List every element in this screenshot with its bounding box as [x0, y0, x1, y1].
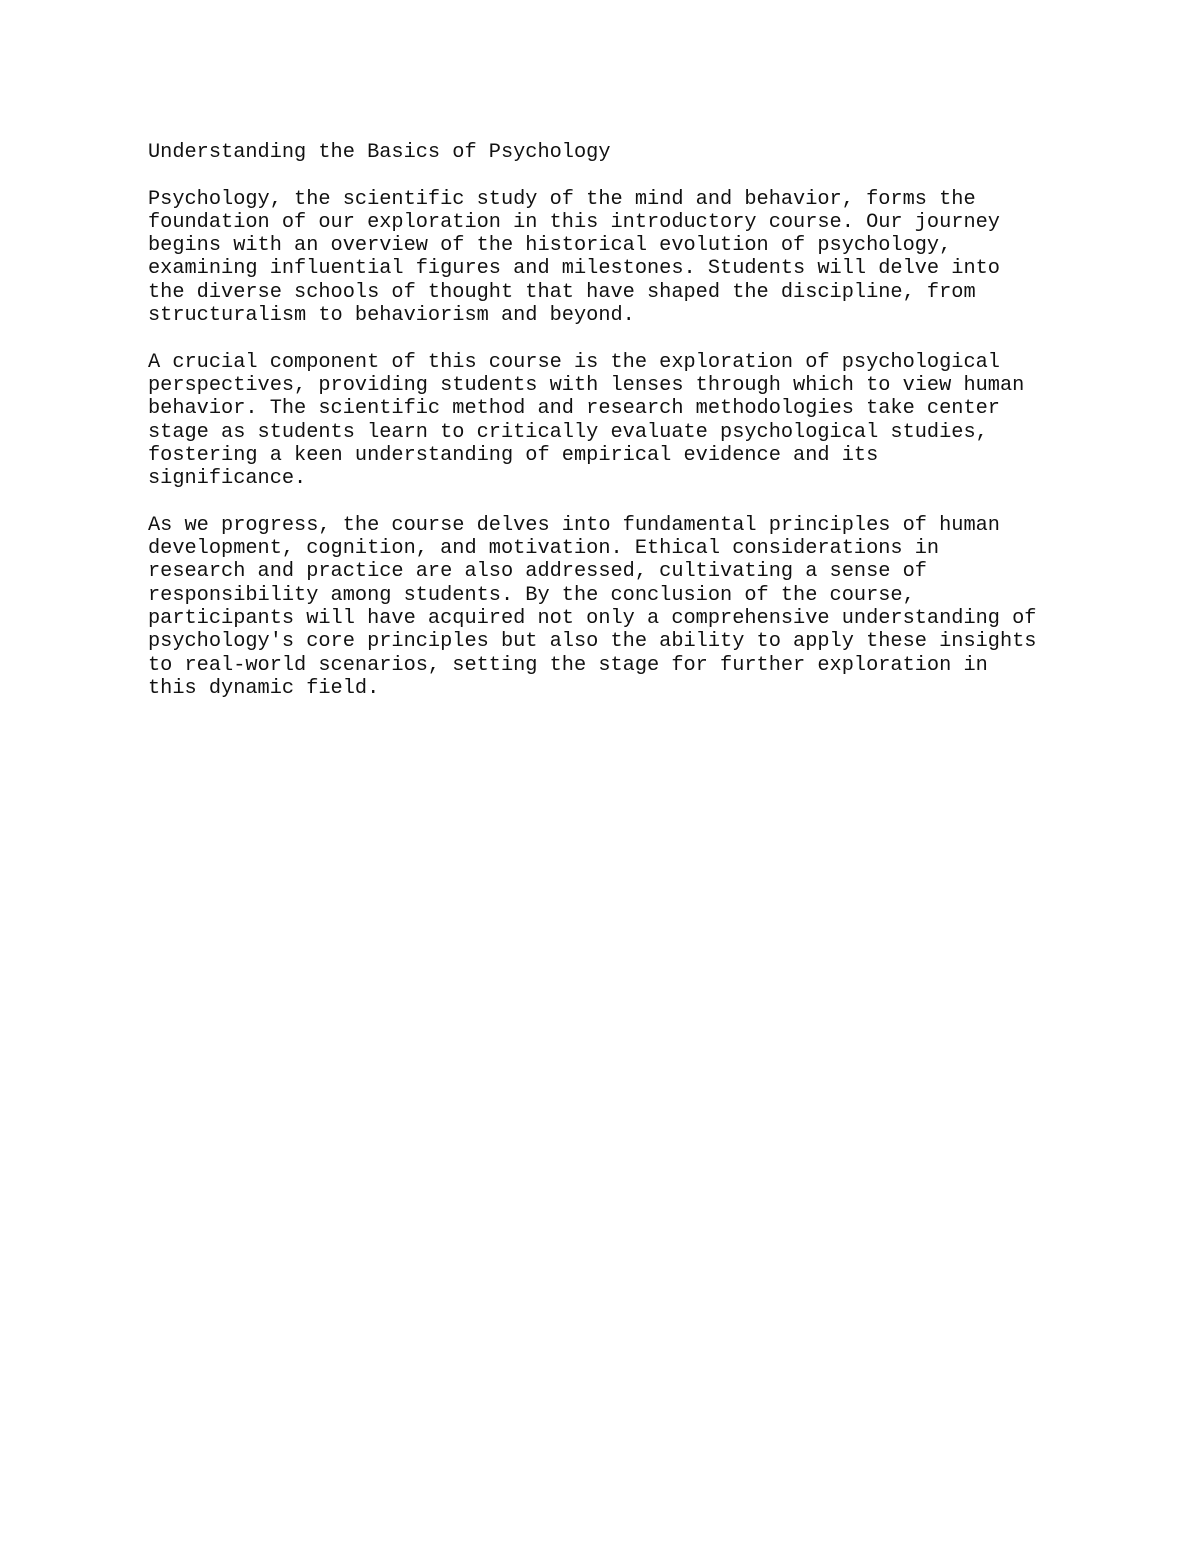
- paragraph-line: structuralism to behaviorism and beyond.: [148, 304, 635, 328]
- paragraph-line: examining influential figures and milestones. Students will delve into: [148, 257, 1000, 281]
- paragraph-line: participants will have acquired not only a comprehensive understanding of: [148, 606, 1037, 630]
- paragraph-line: Psychology, the scientific study of the mind and behavior, forms the: [148, 187, 976, 211]
- paragraph-3: [148, 514, 1148, 700]
- paragraph-line: to real-world scenarios, setting the stage for further exploration in: [148, 653, 988, 677]
- paragraph-line: behavior. The scientific method and research methodologies take center: [148, 397, 1000, 421]
- paragraph-line: this dynamic field.: [148, 676, 380, 700]
- paragraph-line: foundation of our exploration in this introductory course. Our journey: [148, 210, 1000, 234]
- paragraph-line: psychology's core principles but also the ability to apply these insights: [148, 630, 1037, 654]
- paragraph-line: significance.: [148, 467, 307, 491]
- paragraph-line: fostering a keen understanding of empirical evidence and its: [148, 443, 879, 467]
- paragraph-line: development, cognition, and motivation. Ethical considerations in: [148, 537, 940, 561]
- document-title: Understanding the Basics of Psychology: [148, 141, 611, 164]
- paragraph-line: As we progress, the course delves into fundamental principles of human: [148, 513, 1000, 537]
- paragraph-line: stage as students learn to critically evaluate psychological studies,: [148, 420, 988, 444]
- paragraph-line: A crucial component of this course is the exploration of psychological: [148, 350, 1000, 374]
- paragraph-line: perspectives, providing students with lenses through which to view human: [148, 373, 1025, 397]
- paragraph-line: research and practice are also addressed, cultivating a sense of: [148, 560, 927, 584]
- document-body: [148, 141, 1148, 723]
- paragraph-line: begins with an overview of the historical evolution of psychology,: [148, 234, 952, 258]
- paragraph-line: responsibility among students. By the conclusion of the course,: [148, 583, 915, 607]
- paragraph-1: [148, 188, 1148, 328]
- paragraph-line: the diverse schools of thought that have shaped the discipline, from: [148, 280, 976, 304]
- paragraph-2: [148, 351, 1148, 491]
